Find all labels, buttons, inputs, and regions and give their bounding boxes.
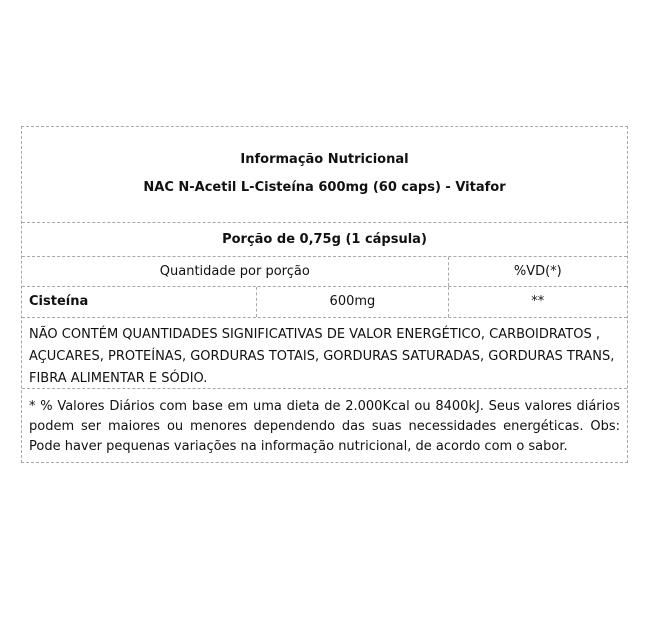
table-row [22,286,627,317]
portion-row [22,222,627,256]
nutrient-amount: 600mg [256,287,447,317]
notes-row [22,317,627,388]
title-row [22,127,627,222]
portion-size: Porção de 0,75g (1 cápsula) [222,232,427,247]
notes-cell [22,318,627,388]
notes-line: NÃO CONTÉM QUANTIDADES SIGNIFICATIVAS DE VALOR ENERGÉTICO, CARBOIDRATOS , [29,327,600,342]
table-title: Informação Nutricional [240,152,409,167]
quantity-header: Quantidade por porção [159,264,310,279]
footnote-text: * % Valores Diários com base em uma dieta de 2.000Kcal ou 8400kJ. Seus valores diários podem ser maiores ou menores dependendo das suas necessidades energéticas. Obs: Pode haver pequenas variações na informação nutricional, de acordo com o sabor. [29,399,620,454]
nutrient-dv: ** [448,287,627,317]
nutrition-table [21,126,628,463]
column-header-row [22,256,627,286]
nutrient-name: Cisteína [29,294,89,309]
footnote-row [22,388,627,462]
notes-line: AÇUCARES, PROTEÍNAS, GORDURAS TOTAIS, GORDURAS SATURADAS, GORDURAS TRANS, [29,349,615,364]
dv-header: %VD(*) [448,257,627,286]
notes-line: FIBRA ALIMENTAR E SÓDIO. [29,371,208,386]
product-name: NAC N-Acetil L-Cisteína 600mg (60 caps) - Vitafor [143,180,506,195]
footnote-cell [22,389,627,462]
title-cell [22,127,627,222]
